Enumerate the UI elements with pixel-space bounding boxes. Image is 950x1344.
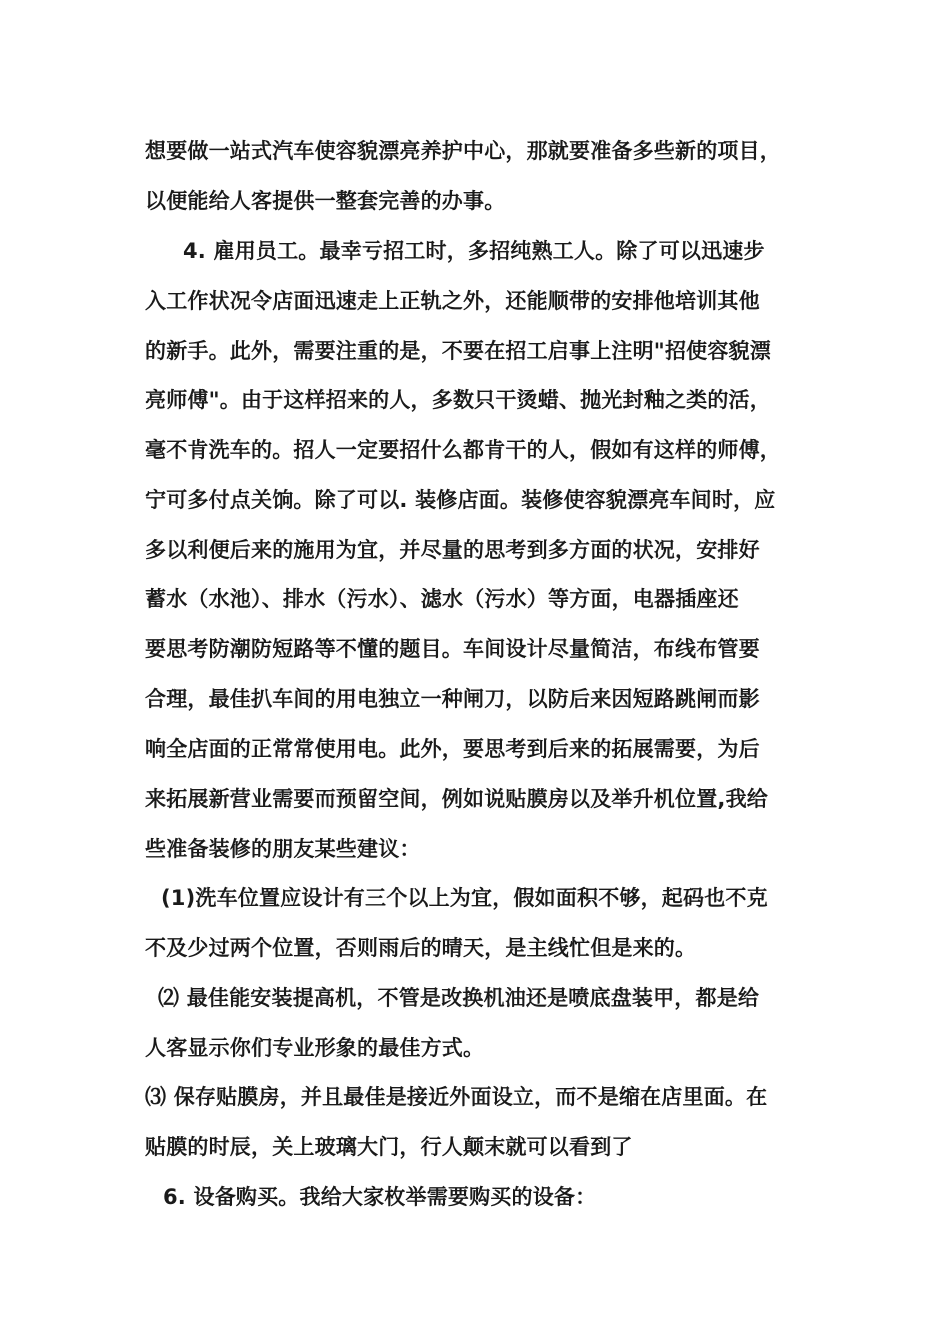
text-line: 不及少过两个位置，否则雨后的晴天，是主线忙但是来的。: [145, 936, 697, 960]
text-line: 蓄水（水池）、排水（污水）、滤水（污水）等方面，电器插座还: [145, 587, 739, 611]
text-line: 宁可多付点关饷。除了可以. 装修店面。装修使容貌漂亮车间时，应: [145, 488, 776, 512]
text-line: 贴膜的时辰，关上玻璃大门，行人颠末就可以看到了: [145, 1135, 633, 1159]
text-line: 入工作状况令店面迅速走上正轨之外，还能顺带的安排他培训其他: [145, 289, 760, 313]
text-line: 亮师傅"。由于这样招来的人，多数只干烫蜡、抛光封釉之类的活，: [145, 388, 771, 412]
text-line: (1)洗车位置应设计有三个以上为宜，假如面积不够，起码也不克: [161, 886, 768, 910]
text-line: ⑵ 最佳能安装提高机，不管是改换机油还是喷底盘装甲，都是给: [158, 986, 760, 1010]
text-line: 些准备装修的朋友某些建议：: [145, 837, 421, 861]
text-line: 合理，最佳扒车间的用电独立一种闸刀，以防后来因短路跳闸而影: [145, 687, 760, 711]
text-line: 4. 雇用员工。最幸亏招工时，多招纯熟工人。除了可以迅速步: [183, 239, 765, 263]
text-line: 人客显示你们专业形象的最佳方式。: [145, 1036, 485, 1060]
text-line: 想要做一站式汽车使容貌漂亮养护中心，那就要准备多些新的项目，: [145, 139, 781, 163]
text-line: 要思考防潮防短路等不懂的题目。车间设计尽量简洁，布线布管要: [145, 637, 760, 661]
text-line: 响全店面的正常常使用电。此外，要思考到后来的拓展需要，为后: [145, 737, 760, 761]
text-line: 以便能给人客提供一整套完善的办事。: [145, 189, 506, 213]
text-line: ⑶ 保存贴膜房，并且最佳是接近外面设立，而不是缩在店里面。在: [145, 1085, 768, 1109]
text-line: 毫不肯洗车的。招人一定要招什么都肯干的人，假如有这样的师傅，: [145, 438, 781, 462]
text-line: 6. 设备购买。我给大家枚举需要购买的设备：: [163, 1185, 597, 1209]
text-line: 来拓展新营业需要而预留空间，例如说贴膜房以及举升机位置,我给: [145, 787, 768, 811]
text-line: 多以利便后来的施用为宜，并尽量的思考到多方面的状况，安排好: [145, 538, 760, 562]
text-line: 的新手。此外，需要注重的是，不要在招工启事上注明"招使容貌漂: [145, 339, 771, 363]
